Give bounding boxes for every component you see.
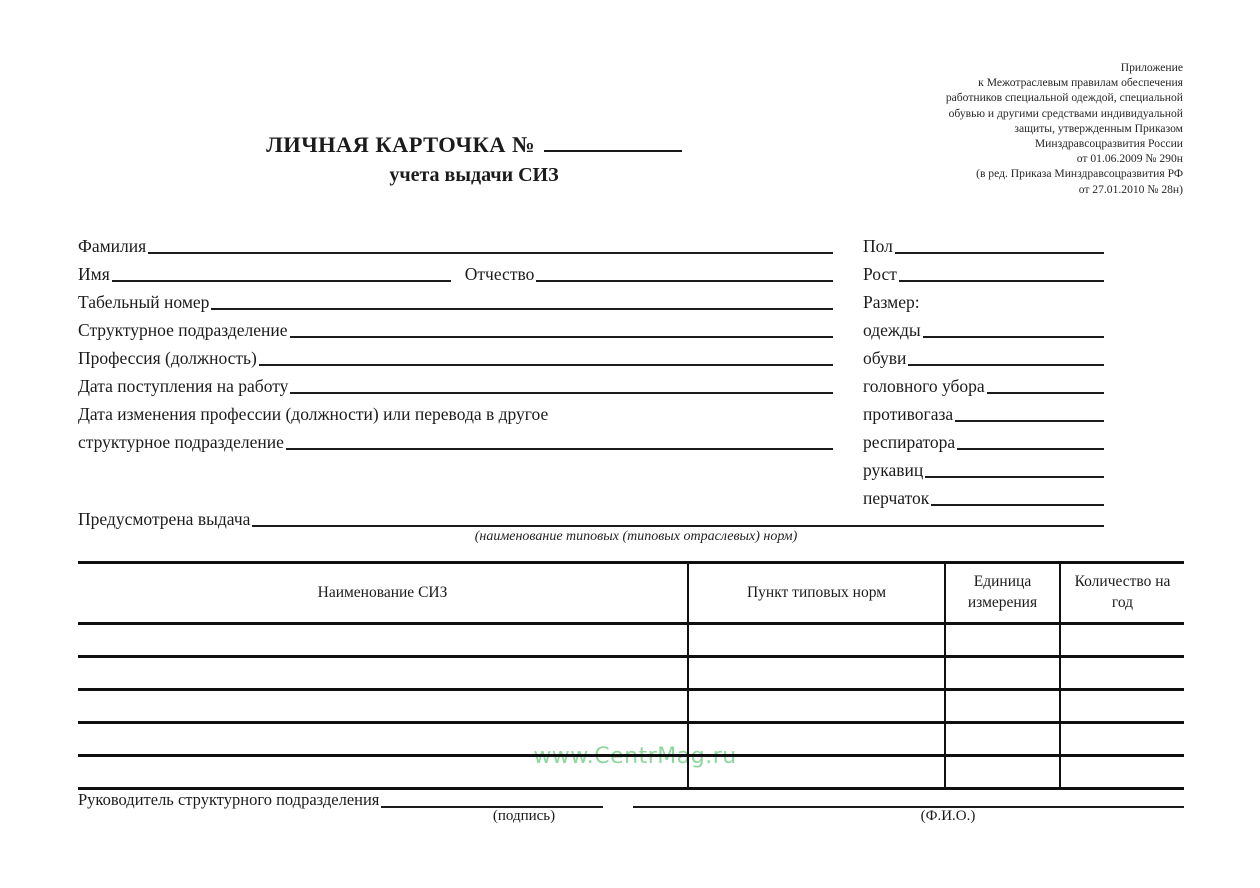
field-patronymic-label: Отчество [464,264,535,284]
signature-caption: (подпись) [492,808,556,824]
col-header-standard-clause: Пункт типовых норм [688,563,945,624]
empty-cell [688,756,945,789]
empty-cell [78,723,688,756]
firstname-blank-line [112,280,451,282]
mittens-size-blank-line [925,476,1104,478]
field-structural-unit [78,313,833,341]
empty-cell [1060,657,1184,690]
field-profession-change-unit-label: структурное подразделение [78,432,284,452]
ppe-table-wrap [78,561,1184,790]
structural-unit-blank-line [290,336,833,338]
field-surname-label: Фамилия [78,236,147,256]
col-header-ppe-name: Наименование СИЗ [78,563,688,624]
field-respirator-size [863,425,1104,453]
headgear-size-blank-line [987,392,1104,394]
empty-cell [78,690,688,723]
field-firstname-label: Имя [78,264,110,284]
appendix-note-line: работников специальной одеждой, специальной [945,91,1183,105]
hire-date-blank-line [290,392,833,394]
empty-cell [688,690,945,723]
empty-cell [688,624,945,657]
field-hire-date [78,369,833,397]
form-fields-right-column [863,229,1104,509]
field-profession-change-label: Дата изменения профессии (должности) или перевода в другое [78,404,549,424]
footwear-size-blank-line [908,364,1104,366]
field-respirator-size-label: респиратора [863,432,956,452]
appendix-note-line: от 01.06.2009 № 290н [1076,152,1183,166]
surname-blank-line [148,252,833,254]
ppe-table-header-row [78,563,1184,624]
appendix-note-line: Минздравсоцразвития России [1034,137,1183,151]
appendix-note-line: (в ред. Приказа Минздравсоцразвития РФ [976,167,1183,181]
field-profession [78,341,833,369]
field-structural-unit-label: Структурное подразделение [78,320,288,340]
field-personnel-number-label: Табельный номер [78,292,210,312]
empty-cell [78,756,688,789]
unit-head-label: Руководитель структурного подразделения [78,790,380,809]
appendix-note-line: к Межотраслевым правилам обеспечения [978,76,1183,90]
issue-provision-blank-line [252,525,1104,527]
sex-blank-line [895,252,1104,254]
empty-cell [688,657,945,690]
issue-provision-row [78,502,1104,530]
field-height-label: Рост [863,264,897,284]
field-gas-mask-size-label: противогаза [863,404,954,424]
field-gas-mask-size [863,397,1104,425]
field-sex [863,229,1104,257]
field-profession-change-unit [78,425,833,453]
field-sex-label: Пол [863,236,893,256]
form-fields-area [78,229,1104,509]
site-watermark: www.CentrMag.ru [533,744,737,769]
field-personnel-number [78,285,833,313]
profession-change-unit-blank-line [286,448,833,450]
field-footwear-size-label: обуви [863,348,907,368]
ppe-table-empty-row [78,624,1184,657]
appendix-note-line: защиты, утвержденным Приказом [1014,121,1183,135]
ppe-table-empty-row [78,690,1184,723]
form-subtitle: учета выдачи СИЗ [389,164,559,186]
size-section-label: Размер: [863,292,920,312]
size-section-header [863,285,1104,313]
empty-cell [1060,624,1184,657]
empty-cell [1060,690,1184,723]
form-fields-left-column [78,229,833,509]
respirator-size-blank-line [957,448,1104,450]
ppe-table [78,561,1184,790]
appendix-note-line: обувью и другими средствами индивидуальной [948,106,1183,120]
empty-cell [945,624,1060,657]
empty-cell [945,723,1060,756]
clothing-size-blank-line [923,336,1104,338]
col-header-unit: Единица измерения [945,563,1060,624]
field-firstname-patronymic [78,257,833,285]
appendix-note [823,60,1183,197]
appendix-note-line: от 27.01.2010 № 28н) [1078,182,1183,196]
title-block [78,132,870,187]
empty-cell [945,756,1060,789]
issue-provision-caption: (наименование типовых (типовых отраслевых) норм) [474,529,798,544]
ppe-table-empty-row [78,756,1184,789]
form-title-text: ЛИЧНАЯ КАРТОЧКА № [266,132,535,157]
col-header-quantity-per-year: Количество на год [1060,563,1184,624]
field-mittens-size-label: рукавиц [863,460,924,480]
empty-cell [1060,723,1184,756]
empty-cell [1060,756,1184,789]
field-height [863,257,1104,285]
field-profession-change-note [78,397,833,425]
field-profession-label: Профессия (должность) [78,348,257,368]
field-headgear-size-label: головного убора [863,376,985,396]
gas-mask-size-blank-line [955,420,1104,422]
patronymic-blank-line [536,280,833,282]
ppe-table-empty-row [78,657,1184,690]
full-name-caption: (Ф.И.О.) [920,808,976,824]
field-hire-date-label: Дата поступления на работу [78,376,289,396]
empty-cell [688,723,945,756]
card-number-blank-line [544,150,682,152]
personnel-number-blank-line [211,308,833,310]
appendix-note-line: Приложение [1120,61,1183,74]
field-gloves-size-label: перчаток [863,488,930,508]
empty-cell [78,657,688,690]
form-title [78,132,870,158]
ppe-table-empty-row [78,723,1184,756]
field-footwear-size [863,341,1104,369]
field-surname [78,229,833,257]
empty-cell [945,690,1060,723]
issue-provision-label: Предусмотрена выдача [78,509,251,529]
field-clothing-size-label: одежды [863,320,921,340]
field-mittens-size [863,453,1104,481]
field-headgear-size [863,369,1104,397]
height-blank-line [899,280,1104,282]
profession-blank-line [259,364,833,366]
empty-cell [78,624,688,657]
empty-cell [945,657,1060,690]
field-issue-provision [78,502,1104,530]
field-clothing-size [863,313,1104,341]
